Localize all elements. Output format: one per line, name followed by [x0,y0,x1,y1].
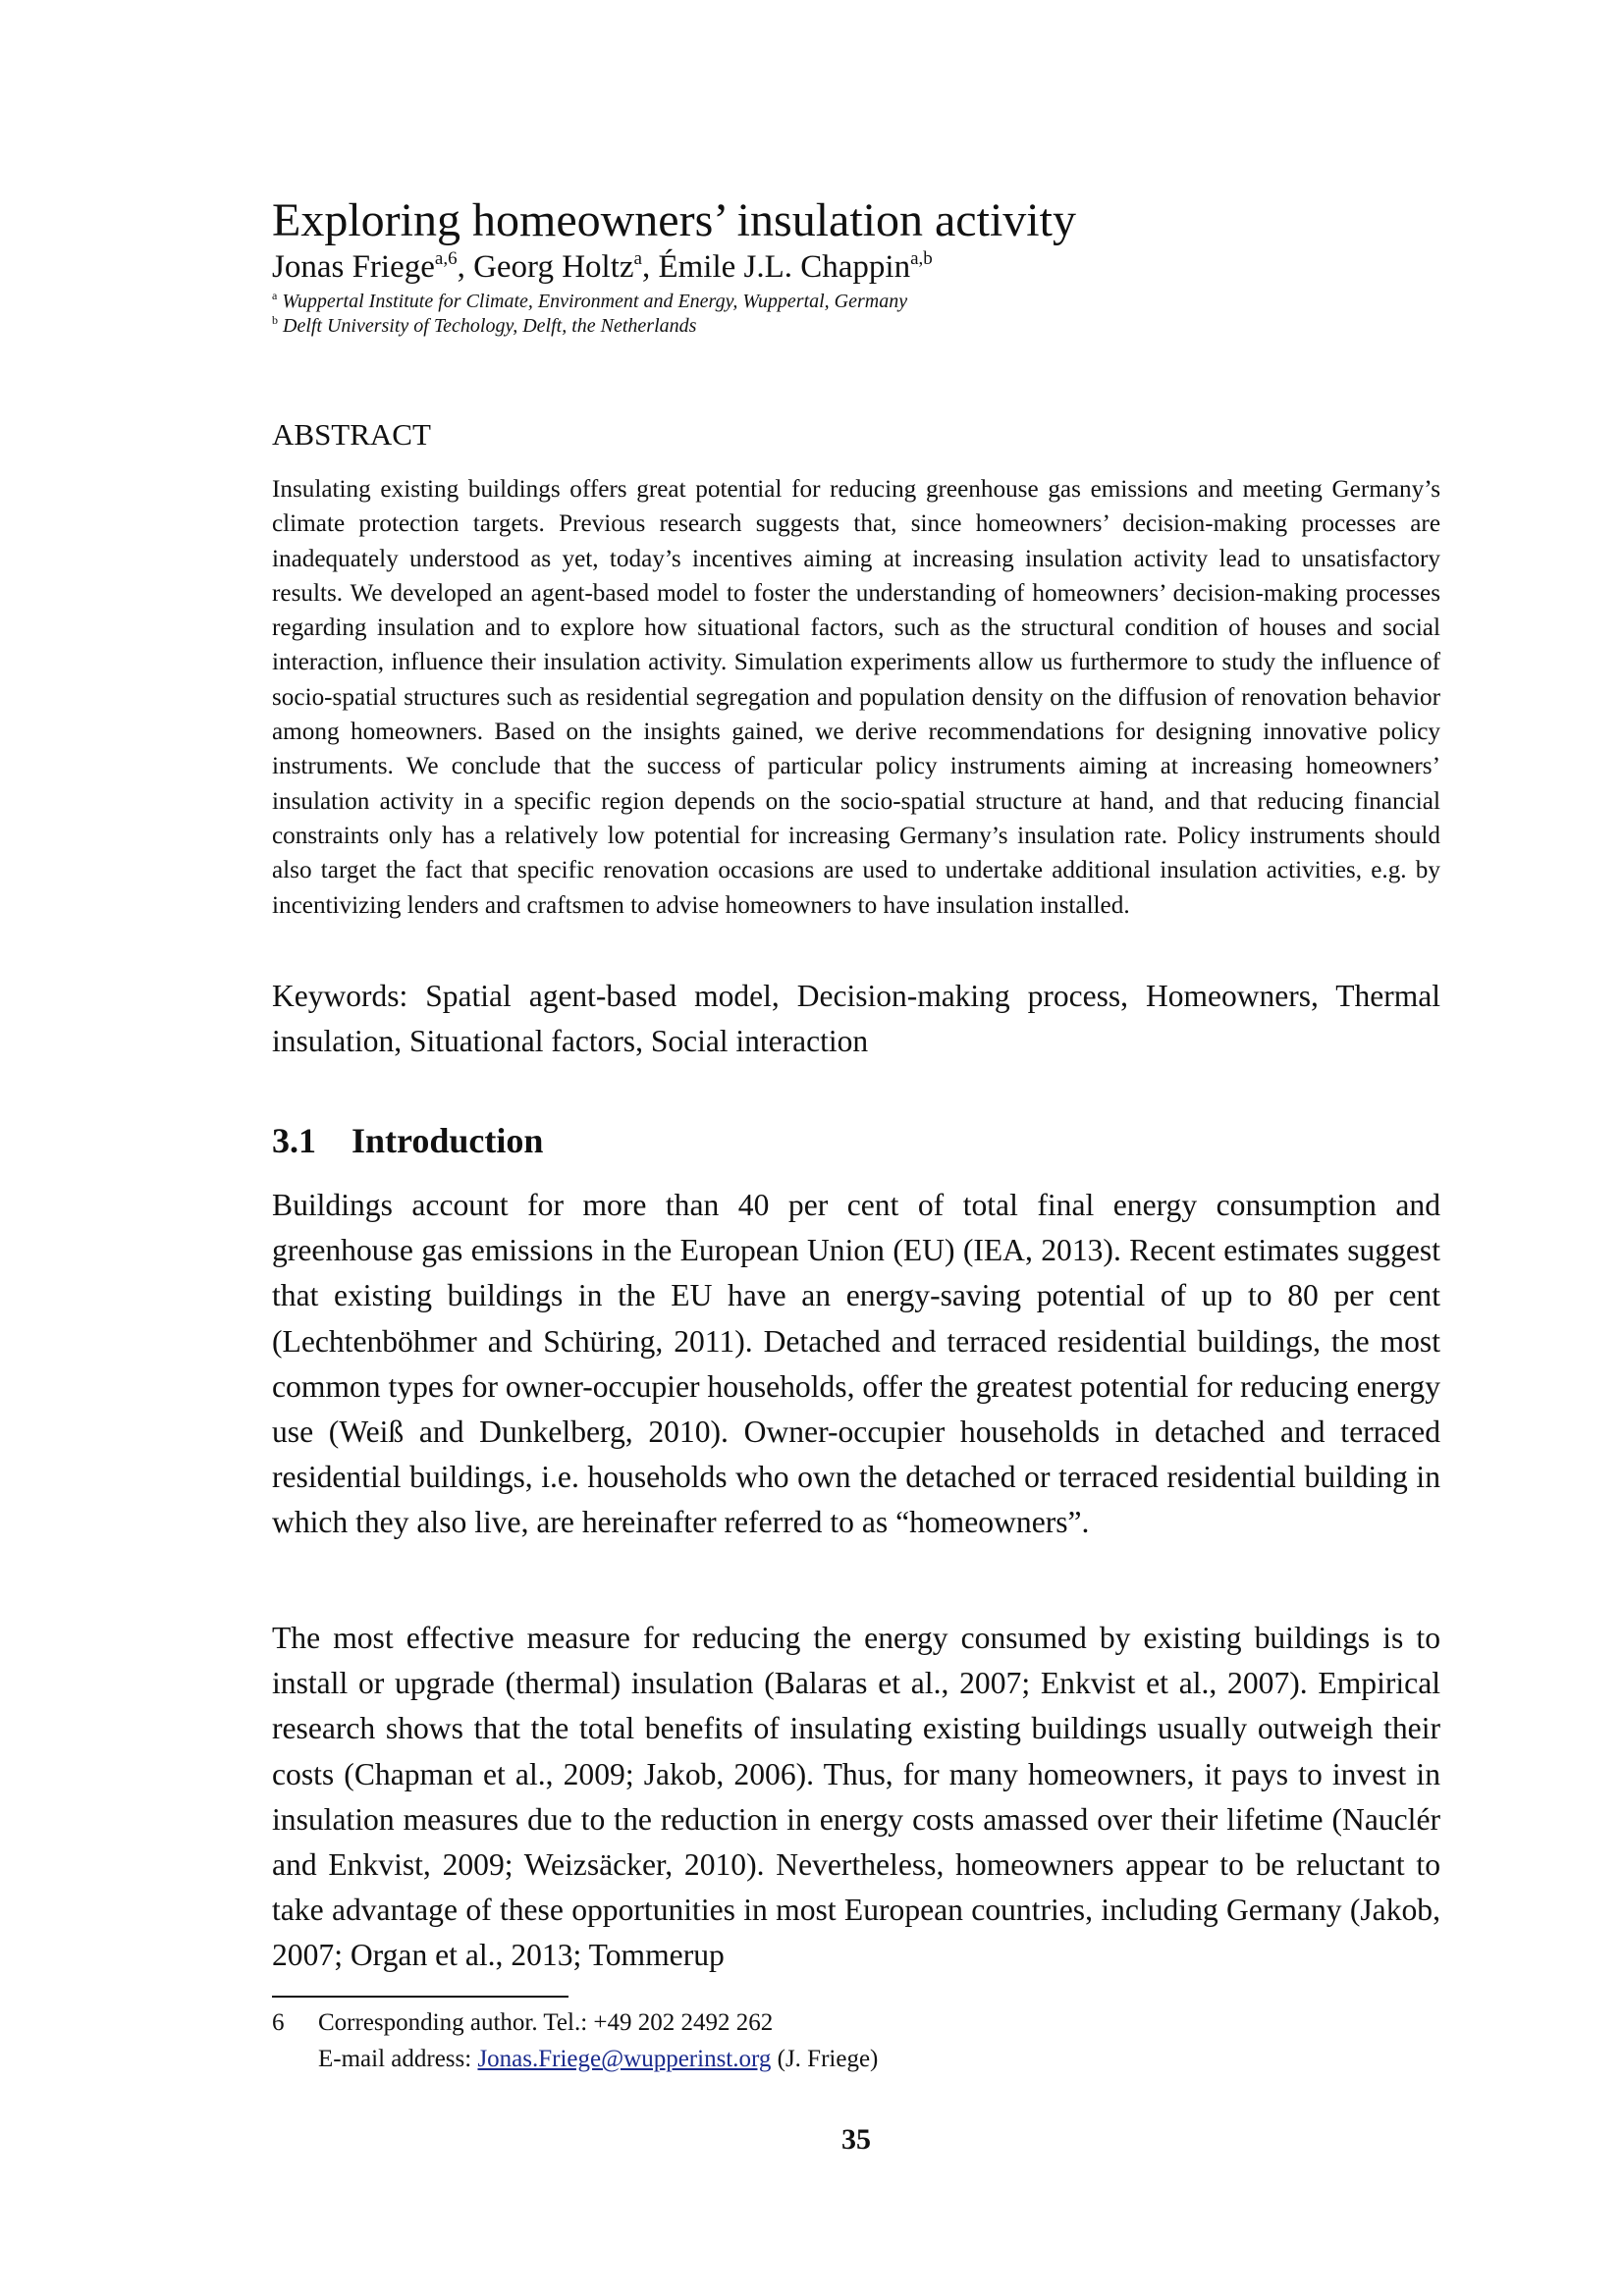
footnote-email-label: E-mail address: [318,2046,478,2072]
affiliation-mark: b [272,313,278,327]
page-number: 35 [841,2123,871,2156]
author-affiliation-mark: a,b [910,248,933,269]
section-heading [272,1119,543,1162]
footnote-email-suffix: (J. Friege) [771,2046,879,2072]
section-title: Introduction [352,1121,544,1160]
body-paragraph: The most effective measure for reducing the energy consumed by existing buildings is to install or upgrade (thermal) insulation (Balaras et al., 2007; Enkvist et al., 2007). Empirical research shows that the total benefits of insulating existing buildings usually outweigh their costs (Chapman et al., 2009; Jakob, 2006). Thus, for many homeowners, it pays to invest in insulation measures due to the reduction in energy costs amassed over their lifetime (Nauclér and Enkvist, 2009; Weizsäcker, 2010). Nevertheless, homeowners appear to be reluctant to take advantage of these opportunities in most European countries, including Germany (Jakob, 2007; Organ et al., 2013; Tommerup [272,1621,1440,1973]
affiliation-mark: a [272,289,278,302]
author-affiliation-mark: a [633,248,642,269]
affiliation-text: Delft University of Techology, Delft, the Netherlands [278,315,697,337]
author-separator: , [457,249,474,285]
author-separator: , [641,249,659,285]
email-link[interactable]: Jonas.Friege@wupperinst.org [477,2046,772,2072]
keywords: Keywords: Spatial agent-based model, Decision-making process, Homeowners, Thermal insulation, Situational factors, Social interaction [272,979,1440,1058]
footnote-text: Corresponding author. Tel.: +49 202 2492 262 [318,2009,774,2036]
author-name: Émile J.L. Chappin [658,249,911,285]
affiliation-a [272,290,907,313]
author-list [272,247,933,287]
abstract-text: Insulating existing buildings offers great potential for reducing greenhouse gas emissions and meeting Germany’s climate protection targets. Previous research suggests that, since homeowners’ decision-making processes are inadequately understood as yet, today’s incentives aiming at increasing insulation activity lead to unsatisfactory results. We developed an agent-based model to foster the understanding of homeowners’ decision-making processes regarding insulation and to explore how situational factors, such as the structural condition of houses and social interaction, influence their insulation activity. Simulation experiments allow us furthermore to study the influence of socio-spatial structures such as residential segregation and population density on the diffusion of renovation behavior among homeowners. Based on the insights gained, we derive recommendations for designing innovative policy instruments. We conclude that the success of particular policy instruments aiming at increasing homeowners’ insulation activity in a specific region depends on the socio-spatial structure at hand, and that reducing financial constraints only has a relatively low potential for increasing Germany’s insulation rate. Policy instruments should also target the fact that specific renovation occasions are used to undertake additional insulation activities, e.g. by incentivizing lenders and craftsmen to advise homeowners to have insulation installed. [272,476,1440,919]
author-name: Georg Holtz [473,249,634,285]
paper-title: Exploring homeowners’ insulation activity [272,194,1076,246]
body-paragraph: Buildings account for more than 40 per cent of total final energy consumption and greenhouse gas emissions in the European Union (EU) (IEA, 2013). Recent estimates suggest that existing buildings in the EU have an energy-saving potential of up to 80 per cent (Lechtenböhmer and Schüring, 2011). Detached and terraced residential buildings, the most common types for owner-occupier households, offer the greatest potential for reducing energy use (Weiß and Dunkelberg, 2010). Owner-occupier households in detached and terraced residential buildings, i.e. households who own the detached or terraced residential building in which they also live, are hereinafter referred to as “homeowners”. [272,1188,1440,1540]
footnote-email-line [272,2043,878,2076]
abstract-heading: ABSTRACT [272,417,431,452]
author-affiliation-mark: a,6 [434,248,458,269]
affiliation-b [272,314,696,338]
footnote-number: 6 [272,2009,285,2036]
footnote-line [272,2006,773,2040]
affiliation-text: Wuppertal Institute for Climate, Environment and Energy, Wuppertal, Germany [277,291,908,312]
section-number: 3.1 [272,1121,316,1160]
author-name: Jonas Friege [272,249,435,285]
footnote-rule [272,1996,568,1998]
